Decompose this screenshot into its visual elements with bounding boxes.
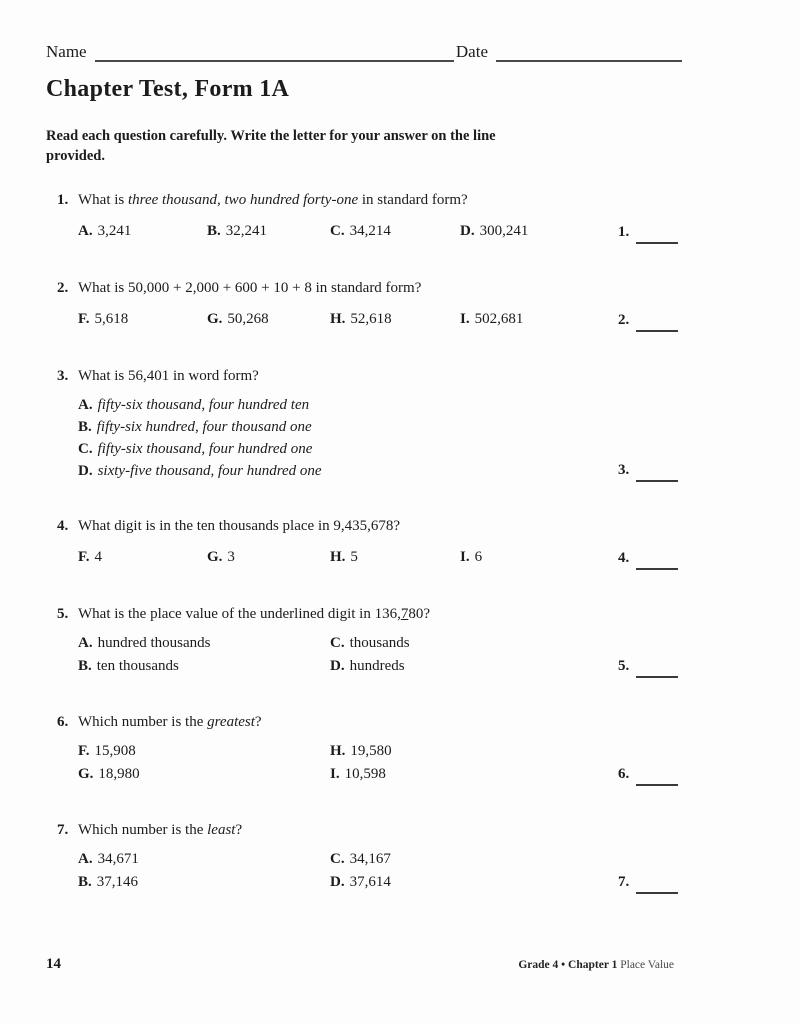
answer-option [78,438,618,460]
answer-number: 4. [618,550,630,566]
option-letter: A. [78,635,93,651]
answer-blank-group [618,546,682,570]
answer-option [78,740,330,763]
name-label: Name [46,42,87,61]
answer-option [330,740,618,763]
option-text: ten thousands [96,658,179,674]
options-list [78,218,618,244]
answer-option [78,306,207,332]
answer-option [78,763,330,786]
option-letter: D. [78,463,93,479]
question-number: 6. [57,714,69,730]
option-letter: A. [78,397,93,413]
option-letter: F. [78,311,90,327]
prompt-segment: 7 [400,606,409,622]
option-text: 34,671 [97,851,139,867]
question-body [46,306,682,332]
answer-blank[interactable] [636,550,678,570]
question-prompt-line [46,604,682,624]
prompt-segment: What digit is in the ten thousands place in 9,435,678? [78,518,401,534]
options-list [78,544,618,570]
option-letter: H. [330,743,346,759]
option-letter: D. [330,874,345,890]
question-body [46,848,682,894]
answer-option [78,848,330,871]
instructions-text: Read each question carefully. Write the letter for your answer on the line provided. [46,128,496,164]
answer-number: 2. [618,312,630,328]
answer-blank-group [618,654,682,678]
option-text: 37,614 [349,874,391,890]
footer-edition: Grade 4 • Chapter 1 [518,959,618,971]
prompt-segment: least [207,822,236,838]
answer-option [330,871,618,894]
question-prompt [78,278,421,298]
question [46,712,682,786]
answer-option [78,544,207,570]
footer-book-info [518,959,674,971]
question-prompt [78,190,468,210]
option-text: sixty-five thousand, four hundred one [97,463,322,479]
answer-number: 5. [618,658,630,674]
option-text: fifty-six thousand, four hundred one [97,441,313,457]
answer-number: 1. [618,224,630,240]
date-blank[interactable] [496,44,682,62]
option-letter: B. [78,874,92,890]
option-letter: C. [330,635,345,651]
option-text: fifty-six thousand, four hundred ten [97,397,310,413]
question [46,516,682,570]
option-letter: F. [78,743,90,759]
options-list [78,740,618,786]
question-body [46,740,682,786]
prompt-segment: ? [254,714,262,730]
question-prompt-line [46,516,682,536]
options-list [78,848,618,894]
option-text: 6 [474,549,483,565]
question [46,366,682,482]
prompt-segment: What is [78,192,128,208]
answer-number: 6. [618,766,630,782]
option-text: 5,618 [94,311,129,327]
option-text: 5 [350,549,358,565]
question-body [46,394,682,482]
question-body [46,632,682,678]
option-text: 32,241 [225,223,268,239]
question-prompt [78,604,430,624]
option-text: 37,146 [96,874,139,890]
answer-option [78,632,330,655]
answer-option [78,416,618,438]
option-letter: C. [78,441,93,457]
prompt-segment: in standard form? [358,192,468,208]
prompt-segment: 80? [408,606,430,622]
answer-blank-group [618,308,682,332]
option-letter: C. [330,223,345,239]
answer-option [330,306,460,332]
question-body [46,544,682,570]
answer-option [207,218,330,244]
question-number: 5. [57,606,69,622]
answer-option [330,763,618,786]
option-text: 3,241 [97,223,132,239]
question-number: 1. [57,192,69,208]
answer-option [330,848,618,871]
prompt-segment: Which number is the [78,714,208,730]
option-letter: G. [78,766,94,782]
question [46,820,682,894]
option-text: 15,908 [94,743,136,759]
option-text: hundred thousands [97,635,211,651]
option-text: hundreds [349,658,405,674]
option-letter: I. [460,311,470,327]
answer-option [460,218,618,244]
answer-blank[interactable] [636,766,678,786]
date-label: Date [455,42,488,61]
option-text: 300,241 [479,223,529,239]
questions-list [46,190,682,894]
page-title: Chapter Test, Form 1A [46,76,290,102]
option-text: 52,618 [350,311,392,327]
answer-blank[interactable] [636,312,678,332]
option-text: 34,214 [349,223,391,239]
answer-option [78,460,618,482]
question [46,604,682,678]
option-letter: D. [330,658,345,674]
question-prompt [78,712,262,732]
answer-blank[interactable] [636,462,678,482]
answer-option [78,218,207,244]
prompt-segment: What is 50,000 + 2,000 + 600 + 10 + 8 in standard form? [78,280,422,296]
option-text: 19,580 [350,743,392,759]
option-letter: G. [207,311,223,327]
option-letter: A. [78,851,93,867]
question-number: 3. [57,368,69,384]
answer-option [78,394,618,416]
question-prompt [78,820,242,840]
option-letter: B. [207,223,221,239]
option-letter: C. [330,851,345,867]
options-list [78,306,618,332]
question-prompt-line [46,366,682,386]
question-number: 4. [57,518,69,534]
option-text: fifty-six hundred, four thousand one [96,419,312,435]
option-text: 10,598 [344,766,386,782]
option-letter: A. [78,223,93,239]
option-letter: I. [460,549,470,565]
answer-option [207,306,330,332]
answer-option [78,871,330,894]
answer-blank[interactable] [636,658,678,678]
prompt-segment: What is 56,401 in word form? [78,368,259,384]
question-prompt [78,516,400,536]
answer-option [330,655,618,678]
option-letter: G. [207,549,223,565]
question-prompt-line [46,278,682,298]
page-number: 14 [46,956,61,972]
answer-option [460,306,618,332]
question [46,278,682,332]
question-number: 2. [57,280,69,296]
name-date-row [46,40,682,62]
answer-number: 3. [618,462,630,478]
prompt-segment: three thousand, two hundred forty-one [128,192,359,208]
answer-option [330,632,618,655]
answer-blank[interactable] [636,874,678,894]
option-letter: H. [330,549,346,565]
option-letter: H. [330,311,346,327]
answer-option [78,655,330,678]
answer-option [207,544,330,570]
option-text: 18,980 [98,766,140,782]
option-text: 4 [94,549,103,565]
prompt-segment: What is the place value of the underlined digit in 136, [78,606,401,622]
prompt-segment: Which number is the [78,822,208,838]
answer-number: 7. [618,874,630,890]
option-text: 34,167 [349,851,391,867]
footer-section: Place Value [620,959,674,971]
option-letter: F. [78,549,90,565]
question-body [46,218,682,244]
option-letter: B. [78,658,92,674]
question-prompt-line [46,190,682,210]
option-text: 502,681 [474,311,524,327]
prompt-segment: greatest [207,714,255,730]
option-text: thousands [349,635,410,651]
answer-blank-group [618,458,682,482]
option-letter: B. [78,419,92,435]
options-list [78,632,618,678]
answer-blank-group [618,870,682,894]
question-number: 7. [57,822,69,838]
answer-option [330,544,460,570]
answer-blank-group [618,762,682,786]
answer-blank[interactable] [636,224,678,244]
answer-blank-group [618,220,682,244]
prompt-segment: ? [235,822,243,838]
answer-option [460,544,618,570]
name-blank[interactable] [95,44,454,62]
question [46,190,682,244]
question-prompt [78,366,259,386]
question-prompt-line [46,712,682,732]
options-list [78,394,618,482]
option-text: 3 [227,549,235,565]
option-text: 50,268 [227,311,269,327]
question-prompt-line [46,820,682,840]
page-footer [46,956,674,973]
option-letter: I. [330,766,340,782]
answer-option [330,218,460,244]
option-letter: D. [460,223,475,239]
